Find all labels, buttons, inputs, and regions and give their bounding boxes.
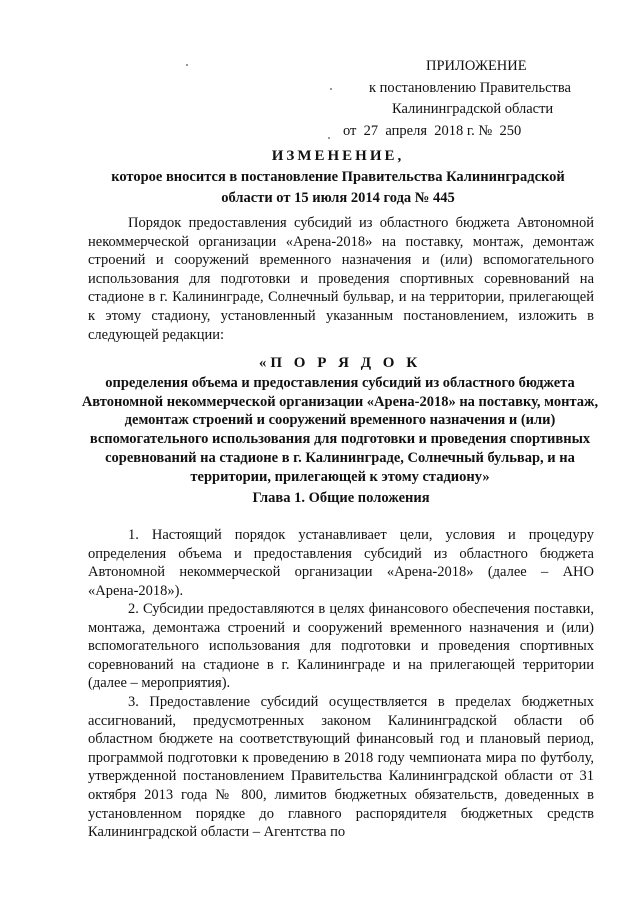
scan-speck: [186, 64, 188, 66]
order-subtitle: определения объема и предоставления субсидий из областного бюджета Автономной некоммерческой организации «Арена-2018» на поставку, монтаж, демонтаж строений и сооружений временного назначения и (или) вспомогательного использования для подготовки и проведения спортивных соревнований на стадионе в г. Калининграде, Солнечный бульвар, и на территории, прилегающей к этому стадиону»: [81, 374, 599, 485]
amendment-subtitle: которое вносится в постановление Правительства Калининградской области от 15 июля 2014 года № 445: [111, 169, 565, 206]
order-heading: [80, 354, 600, 487]
order-title: «П О Р Я Д О К: [258, 355, 422, 371]
appendix-date-number: от 27 апреля 2018 г. № 250: [343, 122, 522, 139]
chapter-heading: Глава 1. Общие положения: [252, 490, 430, 506]
scan-speck: [328, 137, 330, 139]
appendix-title: ПРИЛОЖЕНИЕ: [426, 58, 527, 74]
amendment-heading: [88, 146, 588, 209]
paragraph-3: 3. Предоставление субсидий осуществляется в пределах бюджетных ассигнований, предусмотренных законом Калининградской области об областном бюджете на соответствующий финансовый год и плановый период, программой подготовки к проведению в 2018 году чемпионата мира по футболу, утвержденной постановлением Правительства Калининградской области от 31 октября 2013 года № 800, лимитов бюджетных обязательств, доведенных в установленном порядке до главного распорядителя бюджетных средств Калининградской области – Агентства по: [88, 694, 594, 841]
appendix-line: к постановлению Правительства: [369, 79, 571, 96]
scan-speck: [330, 88, 332, 90]
amendment-title: ИЗМЕНЕНИЕ,: [271, 148, 405, 164]
intro-paragraph: Порядок предоставления субсидий из областного бюджета Автономной некоммерческой организации «Арена-2018» на поставку, монтаж, демонтаж строений и сооружений временного назначения и (или) вспомогательного использования для подготовки и проведения спортивных соревнований на стадионе в г. Калининграде, Солнечный бульвар, и на территории, прилегающей к этому стадиону, установленный указанным постановлением, изложить в следующей редакции:: [88, 215, 594, 343]
paragraph-1: 1. Настоящий порядок устанавливает цели, условия и процедуру определения объема и предоставления субсидий из областного бюджета Автономной некоммерческой организации «Арена-2018» (далее – АНО «Арена-2018»).: [88, 527, 594, 599]
appendix-block: [340, 56, 600, 142]
paragraph-2: 2. Субсидии предоставляются в целях финансового обеспечения поставки, монтажа, демонтажа строений и сооружений временного назначения и (или) вспомогательного использования для подготовки и проведения спортивных соревнований на стадионе в г. Калининграде и на прилегающей территории (далее – мероприятия).: [88, 601, 594, 692]
appendix-line: Калининградской области: [392, 101, 554, 117]
